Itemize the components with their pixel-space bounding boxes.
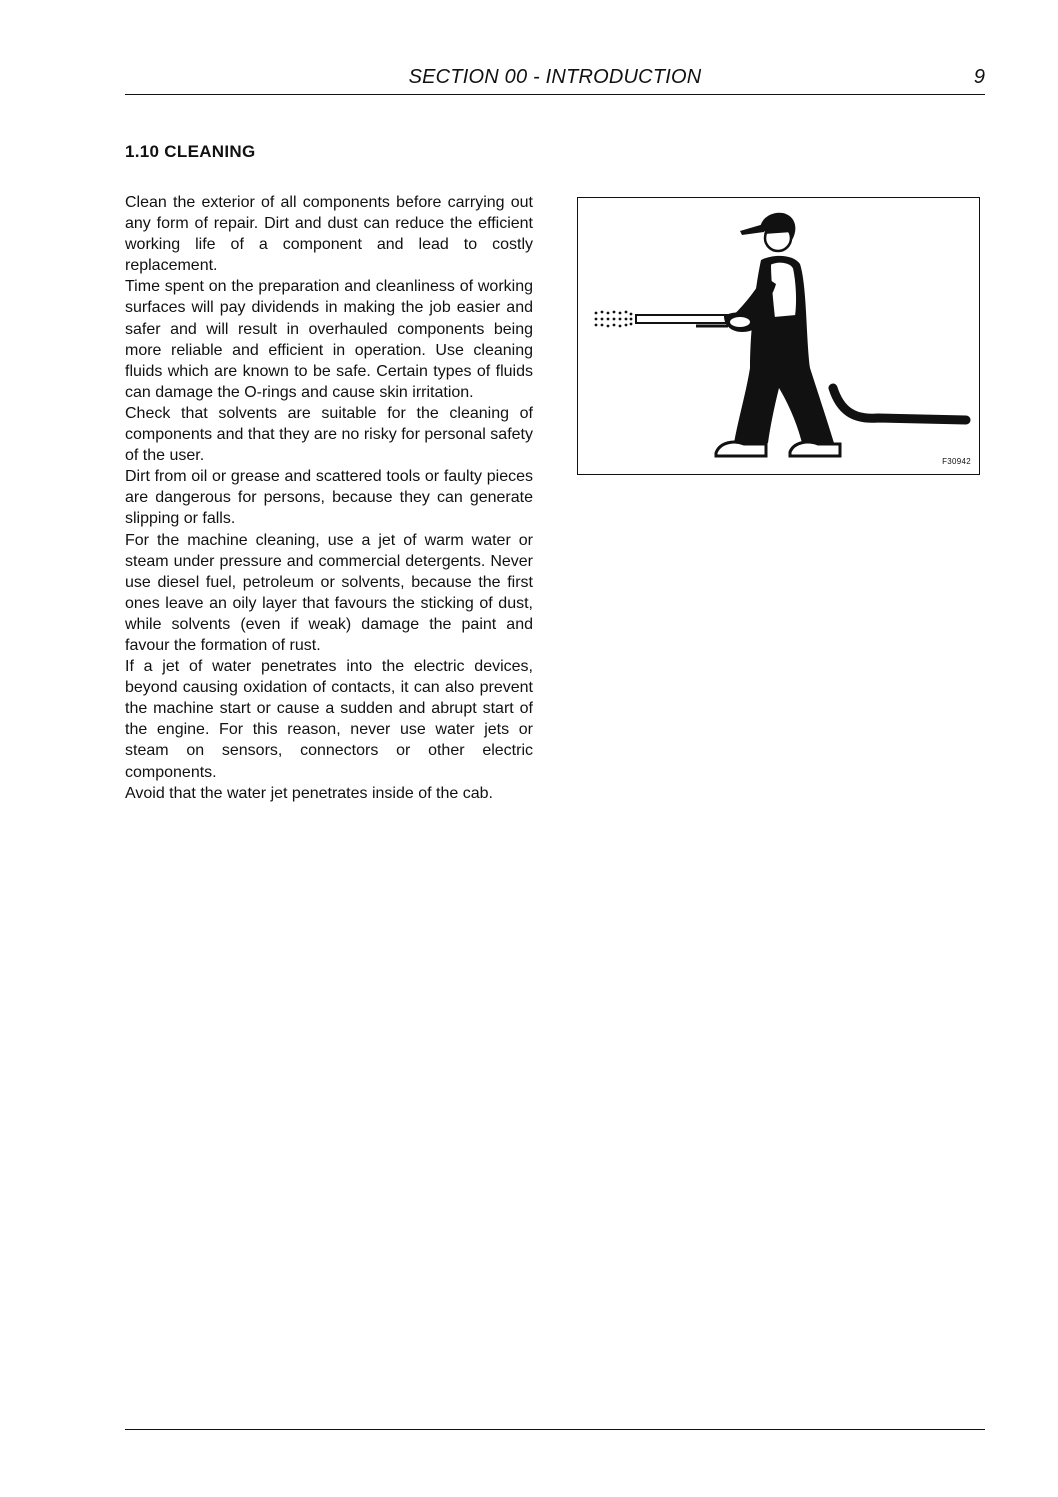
figure-code: F30942 — [942, 457, 971, 466]
cleaning-figure — [577, 197, 980, 475]
section-heading: 1.10 CLEANING — [125, 142, 256, 161]
page-header — [125, 66, 985, 95]
paragraph: If a jet of water penetrates into the electric devices, beyond causing oxidation of contacts, it can also prevent the machine start or cause a sudden and abrupt start of the engine. For this reason, never use water jets or steam on sensors, connectors or other electric components. — [125, 658, 533, 781]
footer-rule — [125, 1429, 985, 1430]
paragraph: For the machine cleaning, use a jet of warm water or steam under pressure and commercial detergents. Never use diesel fuel, petroleum or solvents, because the first ones leave an oily layer that favours the sticking of dust, while solvents (even if weak) damage the paint and favour the formation of rust. — [125, 531, 533, 654]
paragraph: Avoid that the water jet penetrates inside of the cab. — [125, 784, 493, 802]
section-title: SECTION 00 - INTRODUCTION — [408, 66, 702, 88]
paragraph: Clean the exterior of all components before carrying out any form of repair. Dirt and dust can reduce the efficient working life of a component and lead to costly replacement. — [125, 194, 533, 275]
paragraph: Dirt from oil or grease and scattered tools or faulty pieces are dangerous for persons, because they can generate slipping or falls. — [125, 468, 533, 528]
paragraph: Time spent on the preparation and cleanliness of working surfaces will pay dividends in making the job easier and safer and will result in overhauled components being more reliable and efficient in operation. Use cleaning fluids which are known to be safe. Certain types of fluids can damage the O-rings and cause skin irritation. — [125, 278, 533, 401]
body-text — [125, 192, 533, 804]
pressure-washer-operator-icon — [578, 198, 978, 473]
page-number: 9 — [973, 66, 985, 88]
paragraph: Check that solvents are suitable for the cleaning of components and that they are no risky for personal safety of the user. — [125, 404, 533, 465]
